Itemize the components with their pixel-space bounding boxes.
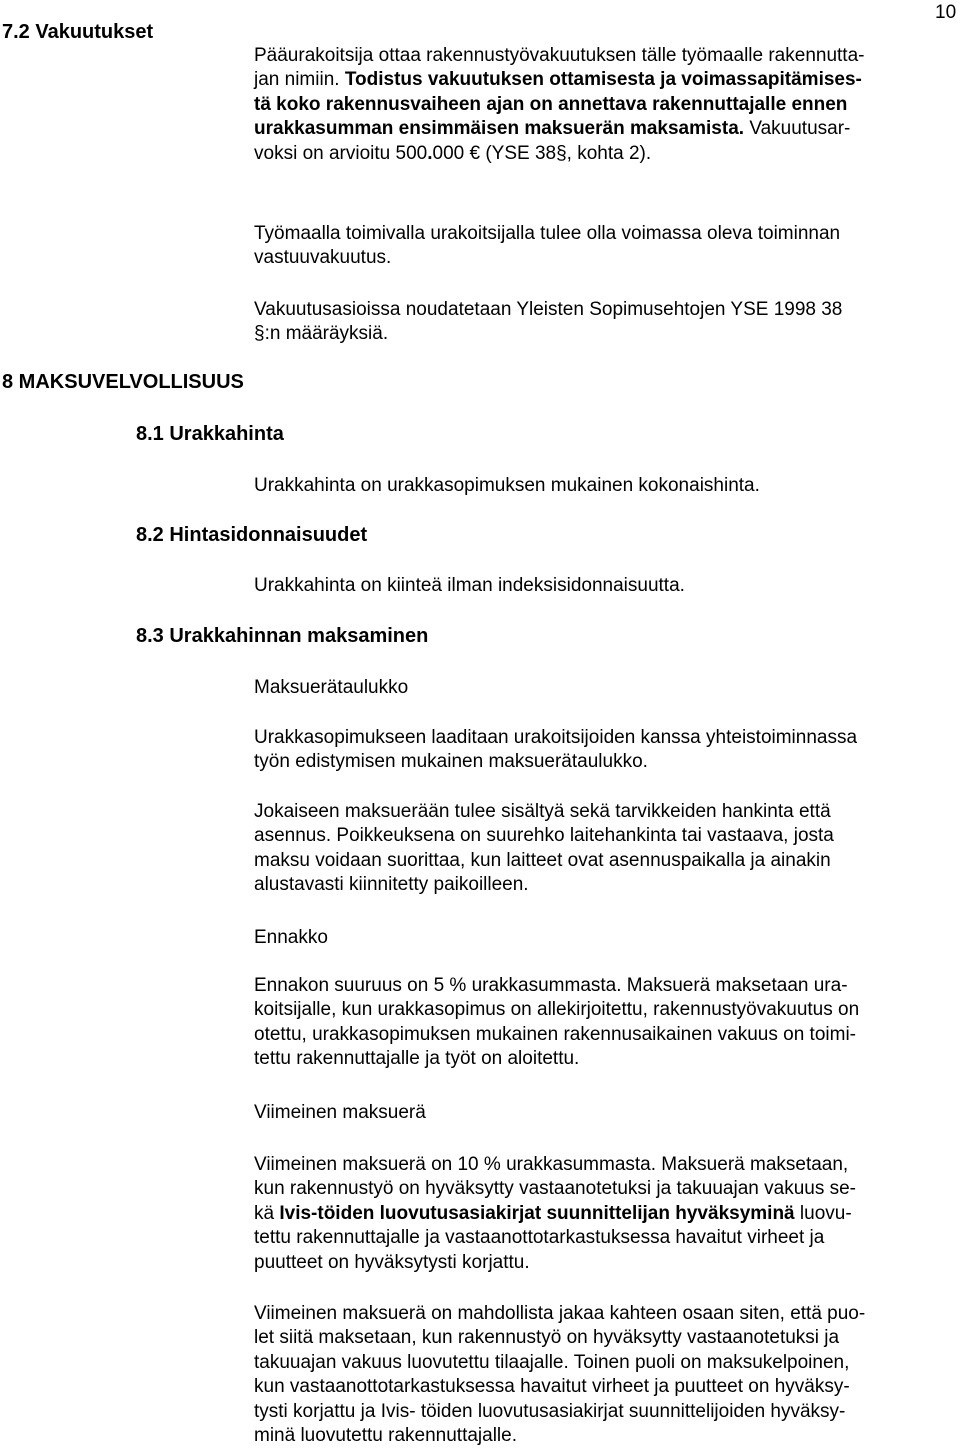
heading-8-1: 8.1 Urakkahinta xyxy=(136,423,284,445)
bold-text-run: urakkasumman ensimmäisen maksuerän maksamista. xyxy=(254,118,745,140)
text-line xyxy=(254,68,954,92)
page-number: 10 xyxy=(935,2,957,23)
heading-7-2: 7.2 Vakuutukset xyxy=(2,21,154,43)
text-line: Vakuutusasioissa noudatetaan Yleisten Sopimusehtojen YSE 1998 38 xyxy=(254,299,843,320)
text-line xyxy=(254,1226,954,1250)
viimeinen-maksuera-title: Viimeinen maksuerä xyxy=(254,1102,426,1123)
text-line: tettu rakennuttajalle ja työt on aloitettu. xyxy=(254,1048,580,1070)
urakkahinta-text: Urakkahinta on urakkasopimuksen mukainen kokonaishinta. xyxy=(254,475,760,496)
text-line xyxy=(254,44,954,68)
maksueratalukko-title: Maksuerätaulukko xyxy=(254,677,409,698)
text-run: jan nimiin. xyxy=(254,69,345,91)
text-run: kun rakennustyö on hyväksytty vastaanotetuksi ja takuuajan vakuus se- xyxy=(254,1178,857,1200)
text-line: vastuuvakuutus. xyxy=(254,247,392,269)
bold-text-run: Ivis-töiden luovutusasiakirjat suunnittelijan hyväksyminä xyxy=(279,1202,795,1224)
text-line xyxy=(254,117,954,141)
maksueratalukko-paragraph-1 xyxy=(254,726,954,775)
text-line xyxy=(254,1177,954,1201)
text-line: Työmaalla toimivalla urakoitsijalla tulee olla voimassa oleva toiminnan xyxy=(254,223,841,244)
text-line xyxy=(254,1251,954,1275)
text-line: takuuajan vakuus luovutettu tilaajalle. Toinen puoli on maksukelpoinen, xyxy=(254,1351,850,1373)
viimeinen-maksuera-paragraph-1 xyxy=(254,1153,954,1275)
text-line: työn edistymisen mukainen maksuerätaulukko. xyxy=(254,751,648,773)
bold-text-run: tä koko rakennusvaiheen ajan on annettava rakennuttajalle ennen xyxy=(254,93,848,115)
text-run: Viimeinen maksuerä on 10 % urakkasummasta. Maksuerä maksetaan, xyxy=(254,1154,849,1175)
maksueratalukko-paragraph-2 xyxy=(254,800,954,898)
text-run: tettu rakennuttajalle ja vastaanottotarkastuksessa havaitut virheet ja xyxy=(254,1227,825,1249)
text-line: alustavasti kiinnitetty paikoilleen. xyxy=(254,874,529,896)
text-run: voksi on arvioitu 500 xyxy=(254,142,428,164)
text-run: kä xyxy=(254,1202,280,1224)
viimeinen-maksuera-paragraph-2 xyxy=(254,1302,954,1448)
text-line: Ennakon suuruus on 5 % urakkasummasta. Maksuerä maksetaan ura- xyxy=(254,975,848,996)
hintasidonnaisuudet-text: Urakkahinta on kiinteä ilman indeksisidonnaisuutta. xyxy=(254,575,685,596)
vakuutukset-paragraph-2 xyxy=(254,222,954,271)
text-line: maksu voidaan suorittaa, kun laitteet ovat asennuspaikalla ja ainakin xyxy=(254,849,831,871)
text-line: Urakkasopimukseen laaditaan urakoitsijoiden kanssa yhteistoiminnassa xyxy=(254,727,858,748)
heading-8: 8 MAKSUVELVOLLISUUS xyxy=(2,371,244,393)
text-run: luovu- xyxy=(794,1202,852,1224)
text-run: 000 € (YSE 38§, kohta 2). xyxy=(432,142,652,164)
bold-text-run: . xyxy=(427,142,433,164)
text-line: kun vastaanottotarkastuksessa havaitut virheet ja puutteet on hyväksy- xyxy=(254,1376,850,1398)
text-line: koitsijalle, kun urakkasopimus on allekirjoitettu, rakennustyövakuutus on xyxy=(254,999,860,1021)
text-line: §:n määräyksiä. xyxy=(254,323,389,345)
text-line xyxy=(254,1153,954,1177)
text-run: Vakuutusar- xyxy=(744,118,851,140)
text-line: minä luovutettu rakennuttajalle. xyxy=(254,1425,517,1447)
vakuutukset-paragraph-3 xyxy=(254,298,954,347)
text-line: Jokaiseen maksuerään tulee sisältyä sekä tarvikkeiden hankinta että xyxy=(254,801,831,822)
heading-8-2: 8.2 Hintasidonnaisuudet xyxy=(136,524,368,546)
text-line xyxy=(254,142,954,166)
heading-8-3: 8.3 Urakkahinnan maksaminen xyxy=(136,625,429,647)
text-run: puutteet on hyväksytysti korjattu. xyxy=(254,1251,530,1273)
text-line: Viimeinen maksuerä on mahdollista jakaa kahteen osaan siten, että puo- xyxy=(254,1303,866,1324)
vakuutukset-paragraph-1 xyxy=(254,44,954,166)
text-line: tysti korjattu ja Ivis- töiden luovutusasiakirjat suunnittelijoiden hyväksy- xyxy=(254,1400,846,1422)
ennakko-title: Ennakko xyxy=(254,927,328,948)
text-line: let siitä maksetaan, kun rakennustyö on hyväksytty vastaanotetuksi ja xyxy=(254,1327,840,1349)
ennakko-paragraph xyxy=(254,974,954,1072)
bold-text-run: Todistus vakuutuksen ottamisesta ja voimassapitämises- xyxy=(344,69,862,91)
text-line xyxy=(254,93,954,117)
text-line xyxy=(254,1202,954,1226)
text-line: otettu, urakkasopimuksen mukainen rakennusaikainen vakuus on toimi- xyxy=(254,1023,856,1045)
text-run: Pääurakoitsija ottaa rakennustyövakuutuksen tälle työmaalle rakennutta- xyxy=(254,45,865,66)
text-line: asennus. Poikkeuksena on suurehko laitehankinta tai vastaava, josta xyxy=(254,825,834,847)
